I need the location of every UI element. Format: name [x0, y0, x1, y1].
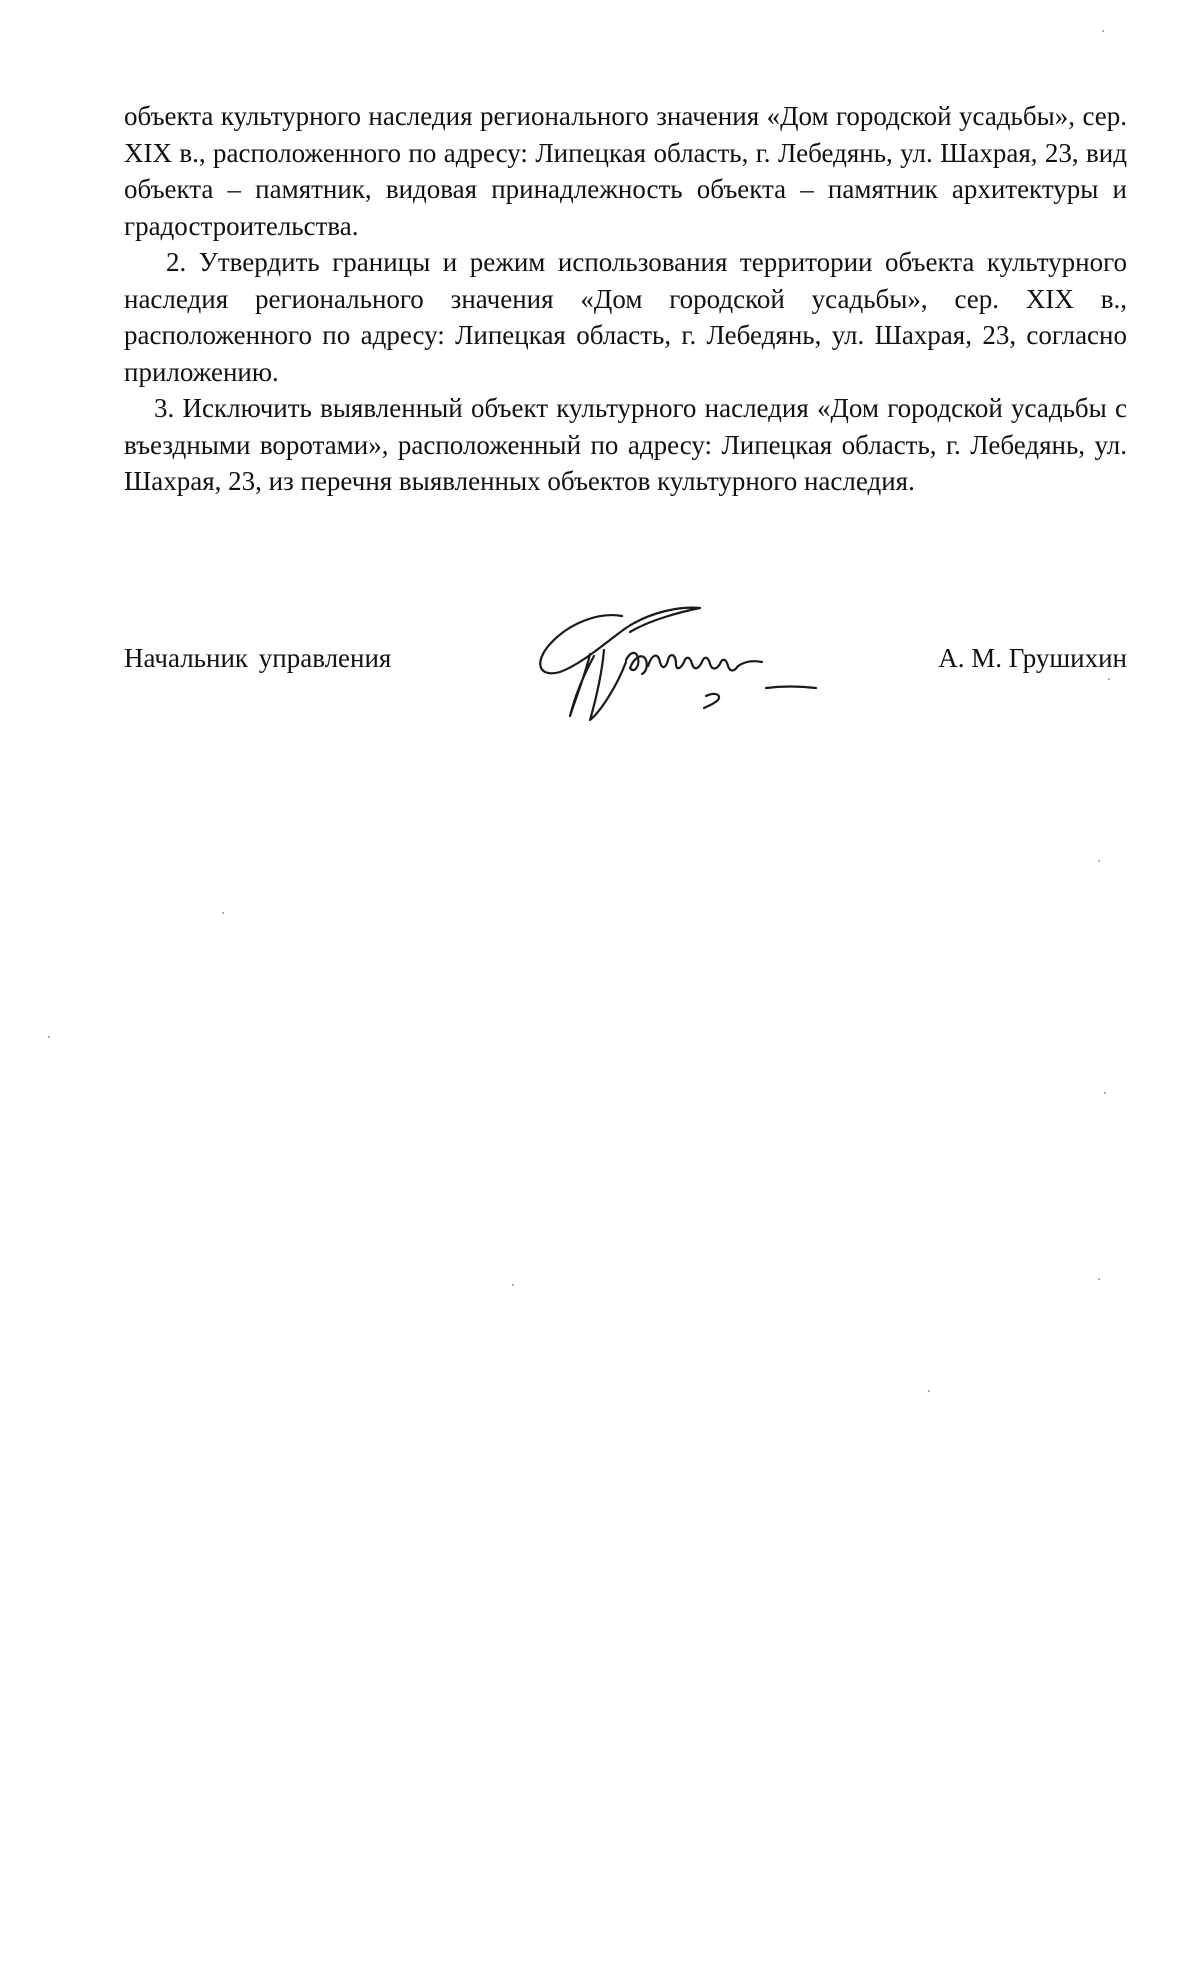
- scan-speck: [1104, 1092, 1106, 1094]
- scan-speck: [928, 1390, 930, 1392]
- scan-speck: [1098, 1278, 1100, 1280]
- document-body: [124, 98, 1127, 500]
- scan-speck: [1108, 678, 1110, 680]
- signer-name: А. М. Грушихин: [938, 643, 1127, 673]
- scan-speck: [222, 912, 224, 914]
- scan-speck: [48, 1036, 50, 1038]
- handwritten-signature: [530, 592, 870, 732]
- scan-speck: [512, 1284, 514, 1286]
- paragraph-continuation: объекта культурного наследия регионального значения «Дом городской усадьбы», сер. XIX в., расположенного по адресу: Липецкая область, г. Лебедянь, ул. Шахрая, 23, вид объекта – памятник, видовая принадлежность объекта – памятник архитектуры и градостроительства.: [124, 101, 1127, 241]
- paragraph-item-3: 3. Исключить выявленный объект культурного наследия «Дом городской усадьбы с въездными воротами», расположенный по адресу: Липецкая область, г. Лебедянь, ул. Шахрая, 23, из перечня выявленных объектов культурного наследия.: [124, 393, 1127, 496]
- scan-speck: [1098, 860, 1100, 862]
- signer-position-title: Начальник управления: [124, 643, 392, 673]
- scan-speck: [1102, 30, 1104, 32]
- paragraph-item-2: 2. Утвердить границы и режим использования территории объекта культурного наследия регионального значения «Дом городской усадьбы», сер. XIX в., расположенного по адресу: Липецкая область, г. Лебедянь, ул. Шахрая, 23, согласно приложению.: [124, 247, 1127, 387]
